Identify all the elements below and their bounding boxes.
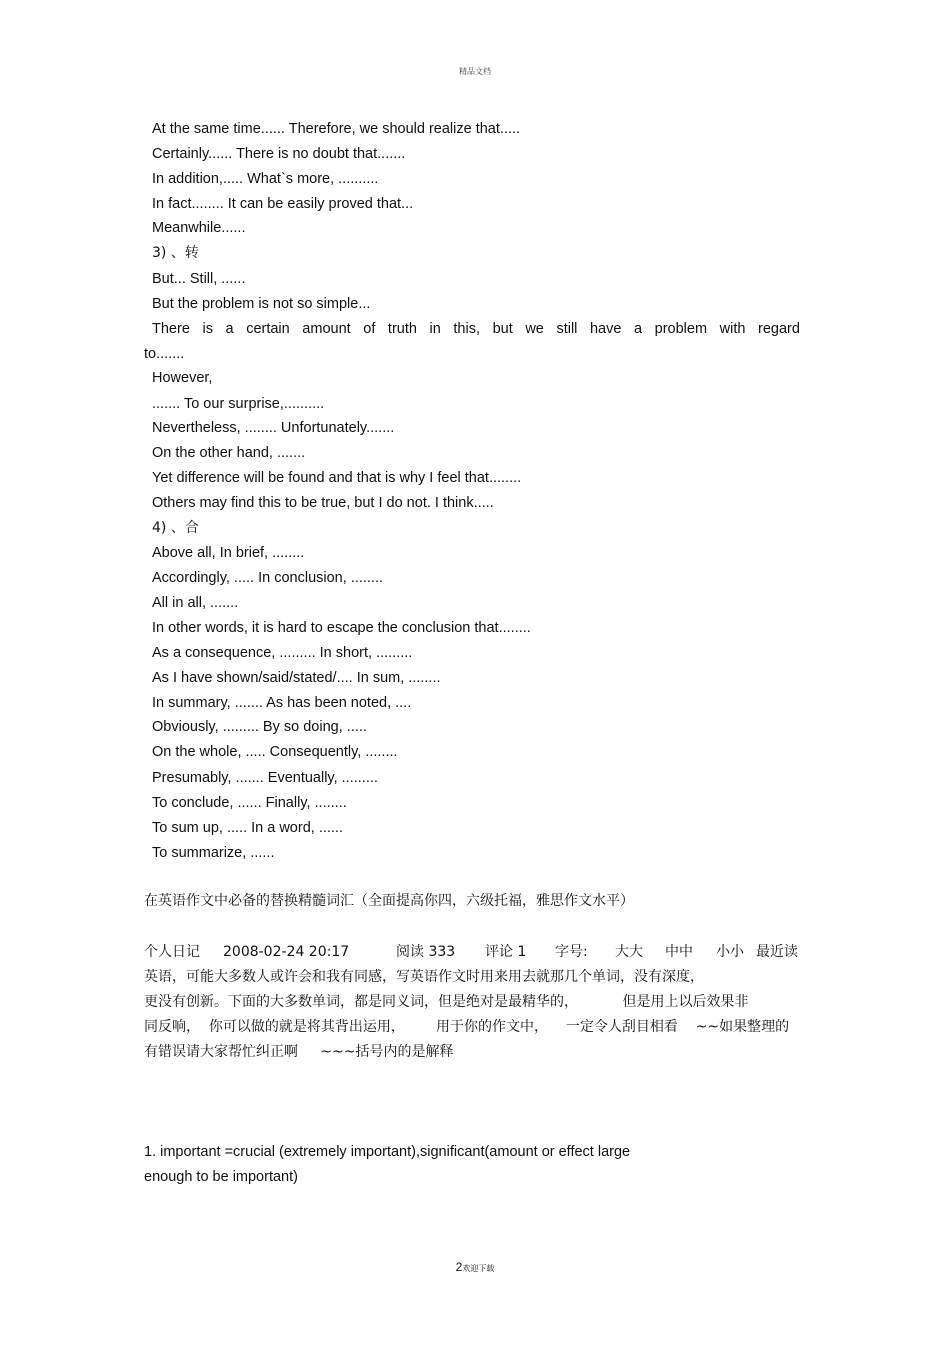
text-line: Others may find this to be true, but I do not. I think..... bbox=[152, 495, 494, 511]
text-line: Above all, In brief, ........ bbox=[152, 545, 305, 561]
article-title: 在英语作文中必备的替换精髓词汇（全面提高你四，六级托福，雅思作文水平） bbox=[144, 893, 634, 909]
text-line: Meanwhile...... bbox=[152, 220, 246, 236]
text-line: to....... bbox=[144, 346, 185, 362]
font-size-small-link[interactable]: 小小 bbox=[716, 944, 744, 960]
meta-read-count: 阅读 333 bbox=[396, 944, 456, 960]
article-body-line: 同反响， 你可以做的就是将其背出运用， 用于你的作文中， 一定令人刮目相看 ~~如果整理的 bbox=[144, 1019, 790, 1035]
text-line: But the problem is not so simple... bbox=[152, 296, 371, 312]
text-line: On the whole, ..... Consequently, ........ bbox=[152, 744, 398, 760]
text-line: Nevertheless, ........ Unfortunately....... bbox=[152, 420, 395, 436]
font-size-large-link[interactable]: 大大 bbox=[615, 944, 643, 960]
article-body-line: 英语，可能大多数人或许会和我有同感，写英语作文时用来用去就那几个单词，没有深度， bbox=[144, 969, 704, 985]
word: with bbox=[719, 321, 746, 337]
page-number: 2 bbox=[455, 1260, 463, 1274]
text-line: As I have shown/said/stated/.... In sum, ........ bbox=[152, 670, 441, 686]
word: in bbox=[429, 321, 441, 337]
vocab-item-line: 1. important =crucial (extremely important),significant(amount or effect large bbox=[144, 1144, 631, 1160]
text-line: To sum up, ..... In a word, ...... bbox=[152, 820, 343, 836]
text-line: ....... To our surprise,.......... bbox=[152, 396, 325, 412]
text-line: Accordingly, ..... In conclusion, ........ bbox=[152, 570, 384, 586]
word: problem bbox=[654, 321, 708, 337]
section-heading: 3) 、转 bbox=[152, 245, 199, 261]
text-line: Certainly...... There is no doubt that....... bbox=[152, 146, 406, 162]
text-line: However, bbox=[152, 370, 213, 386]
word: of bbox=[363, 321, 376, 337]
text-line: To conclude, ...... Finally, ........ bbox=[152, 795, 347, 811]
text-line: In fact........ It can be easily proved that... bbox=[152, 196, 414, 212]
section-heading: 4) 、合 bbox=[152, 520, 199, 536]
vocab-item-line: enough to be important) bbox=[144, 1169, 298, 1185]
text-line: Obviously, ......... By so doing, ..... bbox=[152, 719, 367, 735]
text-line: Yet difference will be found and that is why I feel that........ bbox=[152, 470, 522, 486]
text-line: All in all, ....... bbox=[152, 595, 239, 611]
font-size-medium-link[interactable]: 中中 bbox=[665, 944, 693, 960]
word: truth bbox=[387, 321, 417, 337]
word: we bbox=[525, 321, 544, 337]
word: regard bbox=[758, 321, 800, 337]
justified-line bbox=[152, 320, 800, 338]
meta-category: 个人日记 bbox=[144, 944, 200, 960]
text-line: In other words, it is hard to escape the conclusion that........ bbox=[152, 620, 531, 636]
word: There bbox=[152, 321, 190, 337]
footer-text: 欢迎下载 bbox=[462, 1264, 495, 1273]
text-line: In addition,..... What`s more, .......... bbox=[152, 171, 379, 187]
meta-trailing-text: 最近读 bbox=[756, 944, 798, 960]
text-line: In summary, ....... As has been noted, .... bbox=[152, 695, 412, 711]
word: have bbox=[589, 321, 622, 337]
page-header: 精品文档 bbox=[459, 67, 491, 76]
page-footer bbox=[0, 1260, 950, 1274]
text-line: But... Still, ...... bbox=[152, 271, 246, 287]
text-line: To summarize, ...... bbox=[152, 845, 275, 861]
text-line: On the other hand, ....... bbox=[152, 445, 306, 461]
word: certain bbox=[246, 321, 290, 337]
article-body-line: 有错误请大家帮忙纠正啊 ~~~括号内的是解释 bbox=[144, 1044, 454, 1060]
meta-font-size-label: 字号: bbox=[555, 944, 588, 960]
text-line: At the same time...... Therefore, we should realize that..... bbox=[152, 121, 521, 137]
word: a bbox=[225, 321, 234, 337]
word: is bbox=[202, 321, 213, 337]
word: but bbox=[492, 321, 513, 337]
text-line: As a consequence, ......... In short, ......... bbox=[152, 645, 413, 661]
meta-datetime: 2008-02-24 20:17 bbox=[223, 944, 350, 960]
word: still bbox=[556, 321, 578, 337]
meta-comment-count: 评论 1 bbox=[485, 944, 527, 960]
word: amount bbox=[302, 321, 351, 337]
word: a bbox=[634, 321, 643, 337]
word: this, bbox=[453, 321, 480, 337]
text-line: Presumably, ....... Eventually, ......... bbox=[152, 770, 378, 786]
article-body-line: 更没有创新。下面的大多数单词，都是同义词，但是绝对是最精华的， 但是用上以后效果非 bbox=[144, 994, 749, 1010]
